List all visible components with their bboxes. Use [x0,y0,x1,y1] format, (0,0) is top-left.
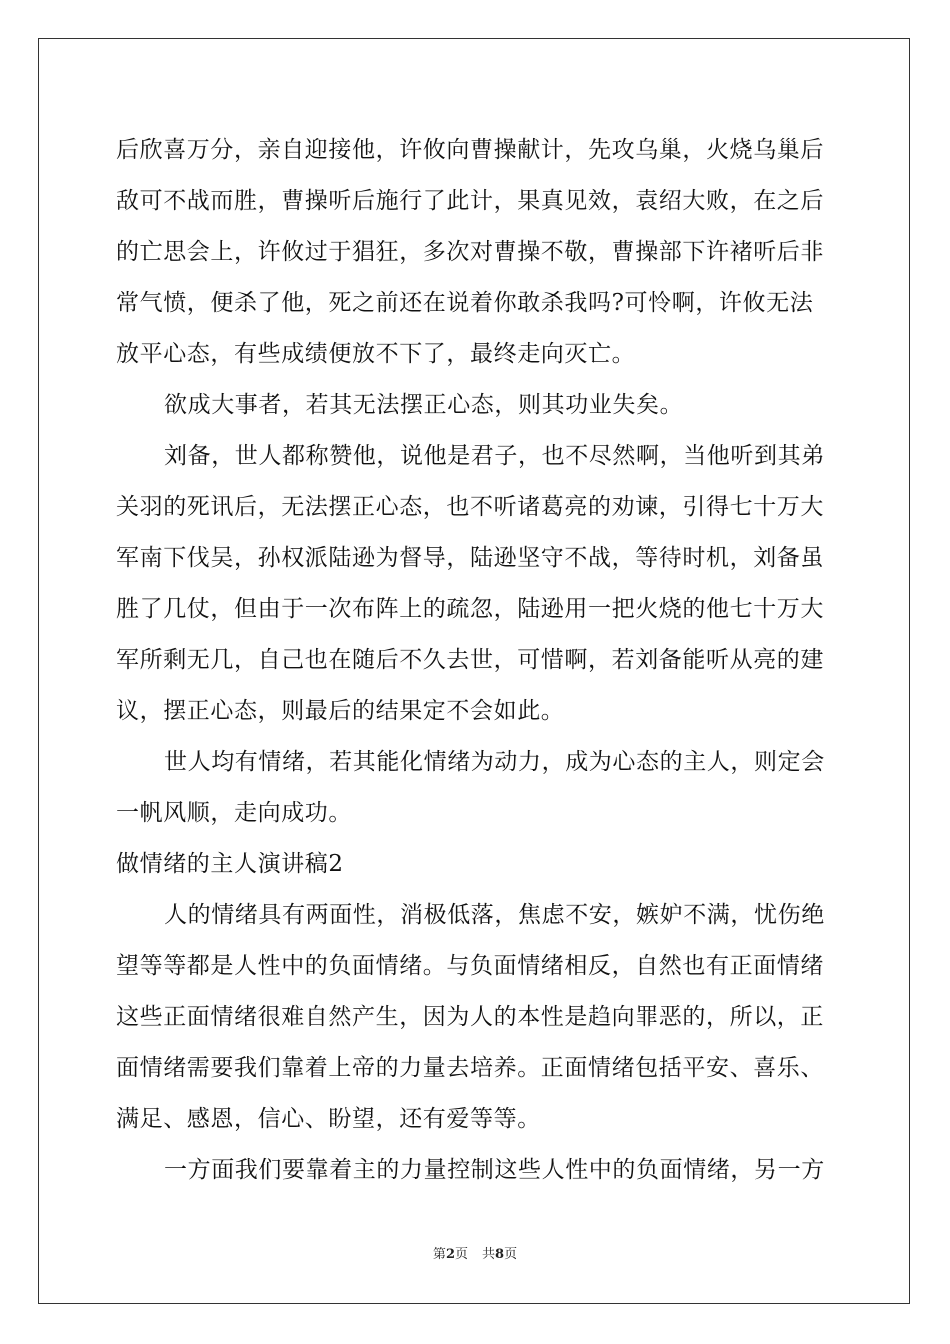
paragraph-start-line: 人的情绪具有两面性，消极低落，焦虑不安，嫉妒不满，忧伤绝 [164,902,825,928]
text-line: 常气愤，便杀了他，死之前还在说着你敢杀我吗?可怜啊，许攸无法 [116,290,814,316]
section-heading: 做情绪的主人演讲稿2 [116,851,344,877]
text-line: 望等等都是人性中的负面情绪。与负面情绪相反，自然也有正面情绪 [116,953,824,979]
paragraph-start-line: 刘备，世人都称赞他，说他是君子，也不尽然啊，当他听到其弟 [164,443,825,469]
page-suffix: 页 [454,1247,468,1262]
page-prefix: 第 [432,1247,446,1262]
text-line: 胜了几仗，但由于一次布阵上的疏忽，陆逊用一把火烧的他七十万大 [116,596,824,622]
text-line: 军南下伐吴，孙权派陆逊为督导，陆逊坚守不战，等待时机，刘备虽 [116,545,824,571]
text-line: 一帆风顺，走向成功。 [116,800,352,826]
text-line: 军所剩无几，自己也在随后不久去世，可惜啊，若刘备能听从亮的建 [116,647,824,673]
paragraph-start-line: 世人均有情绪，若其能化情绪为动力，成为心态的主人，则定会 [164,749,825,775]
total-pages: 8 [495,1247,505,1262]
text-line: 这些正面情绪很难自然产生，因为人的本性是趋向罪恶的，所以，正 [116,1004,824,1030]
page-number: 2 [445,1247,455,1262]
total-prefix: 共 [482,1247,496,1262]
text-line: 敌可不战而胜，曹操听后施行了此计，果真见效，袁绍大败，在之后 [116,188,824,214]
text-line: 放平心态，有些成绩便放不下了，最终走向灭亡。 [116,341,636,367]
page-footer [0,1243,950,1262]
text-line: 关羽的死讯后，无法摆正心态，也不听诸葛亮的劝谏，引得七十万大 [116,494,824,520]
text-line: 满足、感恩，信心、盼望，还有爱等等。 [116,1106,541,1132]
document-body [116,125,836,1196]
paragraph-start-line: 一方面我们要靠着主的力量控制这些人性中的负面情绪，另一方 [164,1157,825,1183]
total-suffix: 页 [504,1247,518,1262]
text-line: 后欣喜万分，亲自迎接他，许攸向曹操献计，先攻乌巢，火烧乌巢后 [116,137,824,163]
text-line: 面情绪需要我们靠着上帝的力量去培养。正面情绪包括平安、喜乐、 [116,1055,824,1081]
paragraph-start-line: 欲成大事者，若其无法摆正心态，则其功业失矣。 [164,392,684,418]
text-line: 的亡思会上，许攸过于猖狂，多次对曹操不敬，曹操部下许褚听后非 [116,239,824,265]
text-line: 议，摆正心态，则最后的结果定不会如此。 [116,698,565,724]
